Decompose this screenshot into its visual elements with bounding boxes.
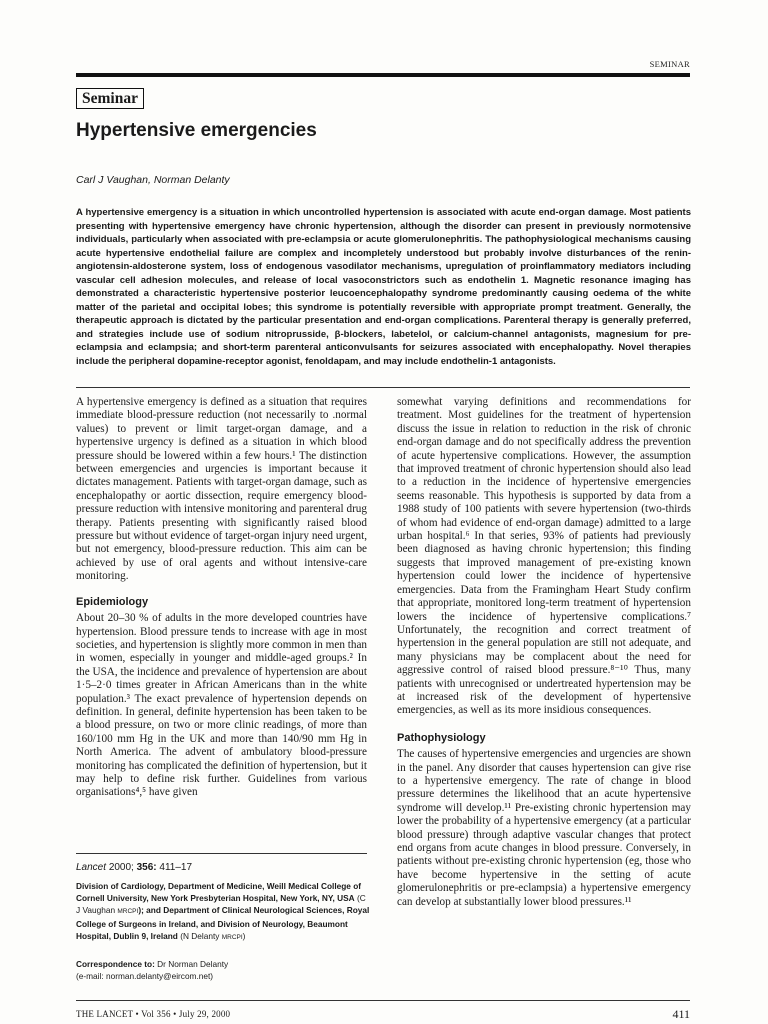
continued-paragraph: somewhat varying definitions and recommendations for treatment. Most guidelines for the treatment of hypertension discuss the issue in relation to reduction in the risk of chronic end-organ damage and do not specifically address the prevention of acute hypertensive complications. However, the assumption that improved treatment of chronic hypertension should also lead to a reduction in the incidence of hypertensive emergencies seems reasonable. This hypothesis is supported by data from a 1988 study of 100 patients with severe hypertension (two-thirds of whom had evidence of end-organ damage) admitted to a large urban hospital.⁶ In that series, 93% of patients had previously been diagnosed as having chronic hypertension; this finding suggests that improved management of pre-existing known hypertension could lower the incidence of hypertensive emergencies. Data from the Framingham Heart Study confirm that appropriate, monitored long-term treatment of hypertension lowers the incidence of hypertensive complications.⁷ Unfortunately, the recognition and correct treatment of hypertension in the general population are still not adequate, and many physicians may be complacent about the need for aggressive control of raised blood pressure.⁸⁻¹⁰ Thus, many patients with unrecognised or undertreated hypertension may be at increased risk of the development of hypertensive emergencies, as well as its more insidious consequences. <box>397 396 691 717</box>
abstract-divider <box>76 387 690 388</box>
section-heading-pathophysiology: Pathophysiology <box>397 731 486 744</box>
affiliation-degree2: MRCPI <box>221 934 243 941</box>
citation-journal: Lancet <box>76 862 107 873</box>
section-heading-epidemiology: Epidemiology <box>76 595 149 608</box>
citation-line <box>76 862 192 873</box>
body-column-left <box>76 396 367 800</box>
affiliation-close: ) <box>242 931 246 941</box>
abstract: A hypertensive emergency is a situation in which uncontrolled hypertension is associated with acute end-organ damage. Most patients presenting with hypertensive emergency have chronic hypertension, although the disorder can present in previously normotensive individuals, particularly when associated with pre-eclampsia or acute glomerulonephritis. The pathophysiological mechanisms causing acute hypertensive endothelial failure are complex and incompletely understood but probably involve disturbances of the renin-angiotensin-aldosterone system, loss of endogenous vasodilator mechanisms, upregulation of proinflammatory mediators including vascular cell adhesion molecules, and release of local vasoconstrictors such as endothelin 1. Magnetic resonance imaging has demonstrated a characteristic hypertensive posterior leucoencephalopathy syndrome predominantly causing oedema of the white matter of the parietal and occipital lobes; this syndrome is potentially reversible with appropriate prompt treatment. Generally, the therapeutic approach is dictated by the particular presentation and end-organ complications. Parenteral therapy is generally preferred, and strategies include use of sodium nitroprusside, β-blockers, labetelol, or calcium-channel antagonists, magnesium for pre-eclampsia and eclampsia; and short-term parenteral anticonvulsants for seizures associated with encephalopathy. Novel therapies include the peripheral dopamine-receptor agonist, fenoldapam, and may include endothelin-1 antagonists. <box>76 207 691 367</box>
running-header: SEMINAR <box>649 59 690 69</box>
correspondence <box>76 958 372 982</box>
epidemiology-paragraph: About 20–30 % of adults in the more developed countries have hypertension. Blood pressure tends to increase with age in most societies, and hypertension is slightly more common in men than in women, especially in younger and middle-aged groups.² In the USA, the incidence and prevalence of hypertension are about 1·5–2·0 times greater in African Americans than in the white population.³ The exact prevalence of hypertension depends on definition. In general, definite hypertension has been taken to be a blood pressure, on two or more clinic readings, of more than 160/100 mm Hg in the UK and more than 140/90 mm Hg in North America. The advent of ambulatory blood-pressure monitoring has complicated the definition of hypertension, but it may help to define risk further. Guidelines from various organisations⁴,⁵ have given <box>76 612 367 799</box>
citation-year: 2000; <box>108 862 134 873</box>
footer-rule <box>76 1000 690 1001</box>
affiliation-author2: (N Delanty <box>180 931 220 941</box>
correspondence-name: Dr Norman Delanty <box>157 959 229 969</box>
header-rule <box>76 73 690 77</box>
pathophysiology-paragraph: The causes of hypertensive emergencies and urgencies are shown in the panel. Any disorder that causes hypertension can give rise to a hypertensive emergency. The rate of change in blood pressure determines the likelihood that an acute hypertensive syndrome will develop.¹¹ Pre-existing chronic hypertension may lower the probability of a hypertensive emergency (at a particular blood pressure) through adaptive vascular changes that protect end organs from acute changes in blood pressure. Conversely, in patients without pre-existing chronic hypertension (eg, those who have become hypertensive in the setting of acute glomerulonephritis or pre-eclampsia) a hypertensive emergency can develop at substantially lower blood pressures.¹¹ <box>397 748 691 908</box>
footer-journal-issue: THE LANCET • Vol 356 • July 29, 2000 <box>76 1009 231 1019</box>
correspondence-label: Correspondence to: <box>76 959 155 969</box>
article-type-label: Seminar <box>76 88 144 109</box>
affiliation-part2: ); and Department of Clinical Neurological Sciences, Royal College of Surgeons in Ireland, and Division of Neurology, Beaumont Hospital, Dublin 9, Ireland <box>76 905 370 941</box>
body-column-right <box>397 396 691 909</box>
citation-volume: 356: <box>136 862 157 873</box>
article-authors: Carl J Vaughan, Norman Delanty <box>76 174 230 186</box>
affiliations <box>76 880 372 944</box>
affiliation-part1: Division of Cardiology, Department of Medicine, Weill Medical College of Cornell University, New York Presbyterian Hospital, New York, NY, USA <box>76 881 362 903</box>
citation-divider <box>76 853 367 854</box>
citation-pages: 411–17 <box>159 862 193 873</box>
correspondence-email: (e-mail: norman.delanty@eircom.net) <box>76 971 214 981</box>
article-title: Hypertensive emergencies <box>76 120 317 141</box>
intro-paragraph: A hypertensive emergency is defined as a situation that requires immediate blood-pressure reduction (not necessarily to .normal values) to prevent or limit target-organ damage, and a hypertensive urgency is defined as a situation in which blood pressure should be lowered within a few hours.¹ The distinction between emergencies and urgencies is important because it dictates management. Patients with target-organ damage, such as encephalopathy or aortic dissection, require emergency blood-pressure reduction with intensive monitoring and parenteral drug therapy. Patients presenting with significantly raised blood pressure but without evidence of target-organ injury need urgent, but not emergency, blood-pressure reduction. This aim can be achieved by use of oral agents and without intensive-care monitoring. <box>76 396 367 583</box>
page-number: 411 <box>672 1007 690 1021</box>
affiliation-author1: (C J Vaughan <box>76 893 366 915</box>
affiliation-degree1: MRCPI <box>117 908 139 915</box>
